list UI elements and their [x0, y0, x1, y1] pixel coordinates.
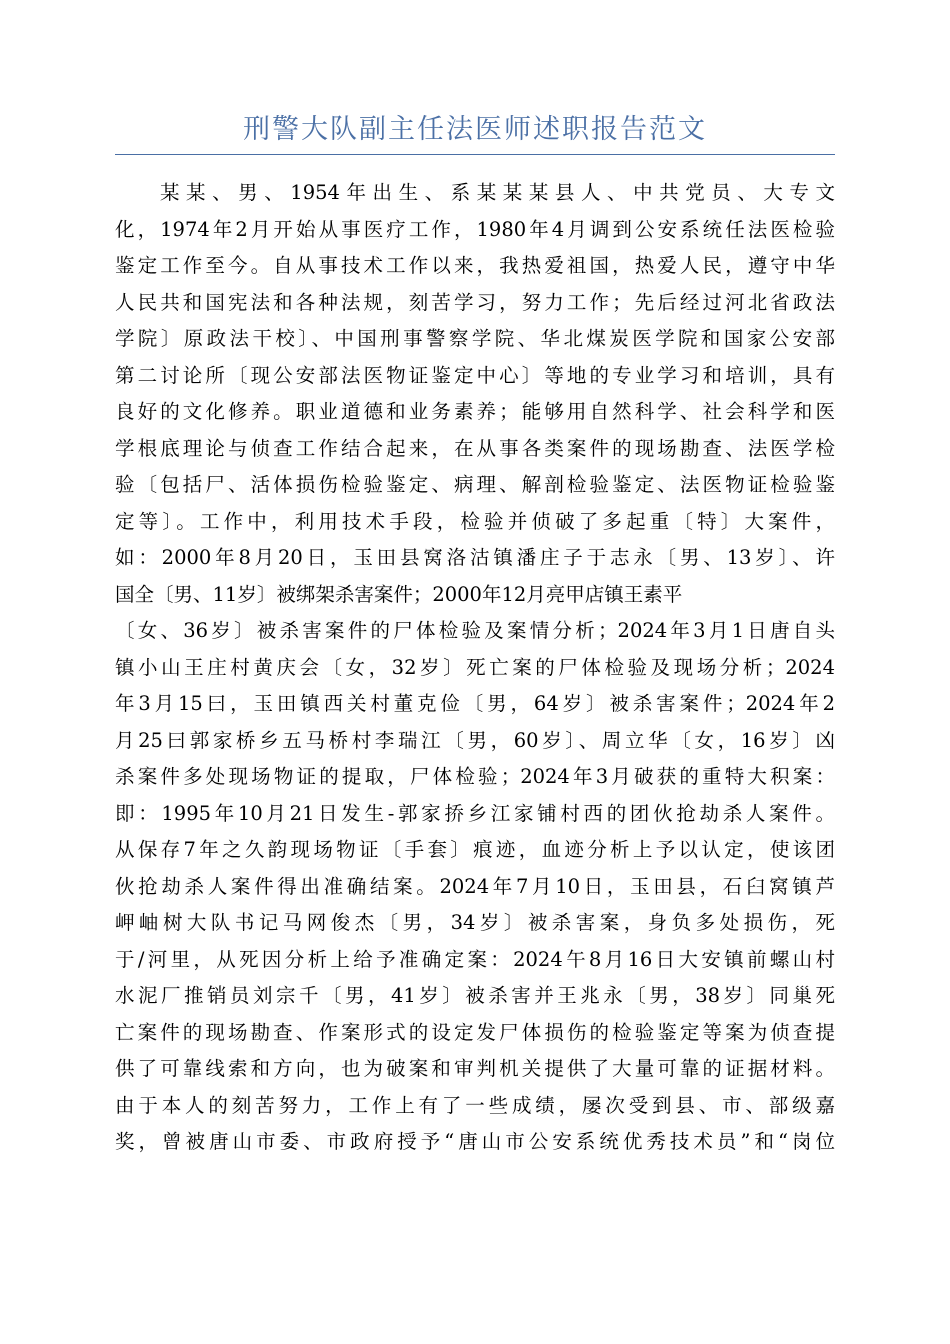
paragraph-line: 即：1995年10月21日发生-郭家挢乡江家铺村西的团伙抢劫杀人案件。: [115, 801, 835, 825]
paragraph-line: 月25曰郭家桥乡五马桥村李瑞江〔男，60岁〕、周立华〔女，16岁〕凶: [115, 728, 835, 752]
paragraph-line: 第二讨论所〔现公安部法医物证鉴定中心〕等地的专业学习和培训，具有: [115, 363, 835, 387]
document-title: 刑警大队副主任法医师述职报告范文: [243, 114, 707, 145]
paragraph-line: 奖，曾被唐山市委、市政府授予“唐山市公安系统优秀技术员”和“岗位: [115, 1130, 835, 1153]
paragraph-line: 良好的文化修养。职业道德和业务素养；能够用自然科学、社会科学和医: [115, 400, 835, 423]
paragraph-line: 由于本人的刻苦努力，工作上有了一些成绩，屡次受到县、市、部级嘉: [115, 1093, 835, 1117]
paragraph-line: 学根底理论与侦查工作结合起来，在从事各类案件的现场勘查、法医学检: [115, 436, 835, 460]
paragraph-line: 鉴定工作至今。自从事技术工作以来，我热爱祖国，热爱人民，遵守中华: [115, 254, 835, 277]
title-underline: [115, 154, 835, 155]
paragraph-line: 杀案件多处现场物证的提取，尸体检验；2024年3月破获的重特大积案：: [115, 765, 835, 788]
paragraph-line: 镇小山王庄村黄庆会〔女，32岁〕死亡案的尸体检验及现场分析；2024: [115, 655, 835, 679]
paragraph-line: 岬岫树大队书记马网俊杰〔男，34岁〕被杀害案，身负多处损伤，死: [115, 911, 835, 934]
paragraph-line: 于/河里，从死因分析上给予准确定案：2024午8月16日大安镇前螺山村: [115, 947, 835, 971]
paragraph-line: 定等〕。工作中，利用技术手段，检验并侦破了多起重〔特〕大案件，: [115, 509, 835, 533]
paragraph-line: 国全〔男、11岁〕被绑架杀害案件；2000年12月亮甲店镇王素平: [115, 582, 683, 606]
paragraph-line: 化，1974年2月开始从事医疗工作，1980年4月调到公安系统任法医检验: [115, 217, 835, 241]
paragraph-line: 如：2000年8月20日，玉田县窝洛沽镇潘庄子于志永〔男、13岁〕、许: [115, 546, 835, 569]
paragraph-line: 水泥厂推销员刘宗千〔男，41岁〕被杀害并王兆永〔男，38岁〕同巢死: [115, 984, 835, 1007]
paragraph-line: 验〔包括尸、活体损伤检验鉴定、病理、解剖检验鉴定、法医物证检验鉴: [115, 473, 835, 496]
paragraph-line: 学院〕原政法干校〕、中国刑事警察学院、华北煤炭医学院和国家公安部: [115, 327, 835, 350]
paragraph-line: 年3月15曰，玉田镇西关村董克俭〔男，64岁〕被杀害案件；2024年2: [115, 692, 835, 715]
paragraph-line: 伙抢劫杀人案件得出准确结案。2024年7月10日，玉田县，石臼窝镇芦: [115, 874, 835, 898]
paragraph-line: 某某、男、1954年出生、系某某某县人、中共党员、大专文: [160, 181, 835, 204]
paragraph-line: 亡案件的现场勘查、作案形式的设定发尸体损伤的检验鉴定等案为侦查提: [115, 1020, 835, 1044]
document-body: [115, 175, 835, 1161]
paragraph-line: 〔女、36岁〕被杀害案件的尸体检验及案情分析；2024年3月1日唐自头: [115, 619, 835, 642]
paragraph-line: 从保存7年之久韵现场物证〔手套〕痕迹，血迹分析上予以认定，使该团: [115, 838, 835, 861]
paragraph-line: 人民共和国宪法和各种法规，刻苦学习，努力工作；先后经过河北省政法: [115, 290, 835, 314]
paragraph-line: 供了可靠线索和方向，也为破案和审判机关提供了大量可靠的证据材料。: [115, 1057, 835, 1080]
